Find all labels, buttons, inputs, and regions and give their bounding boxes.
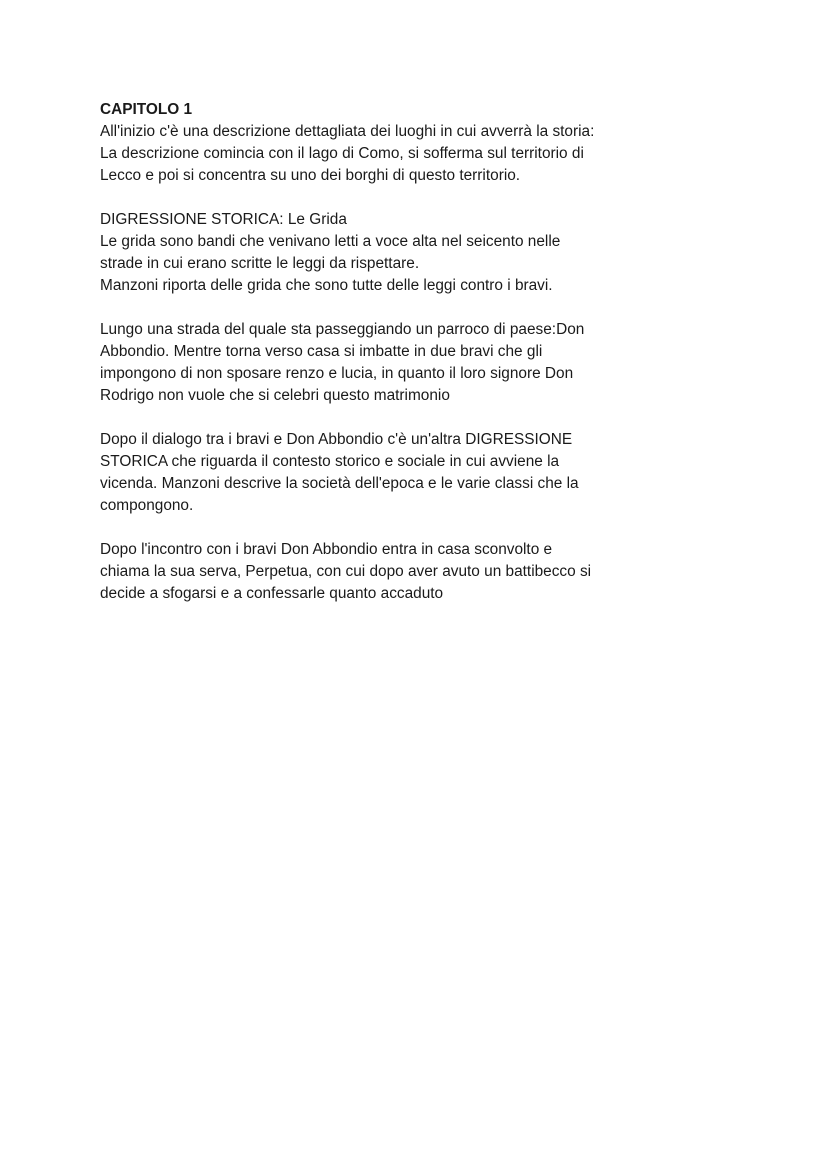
paragraph-intro: [100, 121, 660, 187]
paragraph-line: Le grida sono bandi che venivano letti a voce alta nel seicento nelle: [100, 233, 561, 250]
paragraph-line: Rodrigo non vuole che si celebri questo matrimonio: [100, 387, 450, 404]
paragraph-perpetua: [100, 539, 660, 605]
paragraph-line: compongono.: [100, 497, 194, 514]
paragraph-line: strade in cui erano scritte le leggi da rispettare.: [100, 255, 420, 272]
paragraph-line: Dopo l'incontro con i bravi Don Abbondio entra in casa sconvolto e: [100, 541, 553, 558]
paragraph-line: La descrizione comincia con il lago di Como, si sofferma sul territorio di: [100, 145, 584, 162]
paragraph-line: STORICA che riguarda il contesto storico e sociale in cui avviene la: [100, 453, 560, 470]
paragraph-line: Lungo una strada del quale sta passeggiando un parroco di paese:Don: [100, 321, 585, 338]
paragraph-line: decide a sfogarsi e a confessarle quanto accaduto: [100, 585, 444, 602]
paragraph-line: vicenda. Manzoni descrive la società dell'epoca e le varie classi che la: [100, 475, 579, 492]
paragraph-don-abbondio: [100, 319, 660, 407]
document-body: [100, 99, 660, 627]
paragraph-line: impongono di non sposare renzo e lucia, in quanto il loro signore Don: [100, 365, 574, 382]
paragraph-line: All'inizio c'è una descrizione dettagliata dei luoghi in cui avverrà la storia:: [100, 123, 595, 140]
paragraph-heading-line: DIGRESSIONE STORICA: Le Grida: [100, 211, 347, 228]
paragraph-line: chiama la sua serva, Perpetua, con cui dopo aver avuto un battibecco si: [100, 563, 592, 580]
chapter-title: CAPITOLO 1: [100, 101, 193, 118]
paragraph-line: Abbondio. Mentre torna verso casa si imbatte in due bravi che gli: [100, 343, 543, 360]
paragraph-line: Manzoni riporta delle grida che sono tutte delle leggi contro i bravi.: [100, 277, 553, 294]
paragraph-line: Lecco e poi si concentra su uno dei borghi di questo territorio.: [100, 167, 521, 184]
paragraph-line: Dopo il dialogo tra i bravi e Don Abbondio c'è un'altra DIGRESSIONE: [100, 431, 573, 448]
paragraph-grida: [100, 209, 660, 297]
paragraph-digressione: [100, 429, 660, 517]
